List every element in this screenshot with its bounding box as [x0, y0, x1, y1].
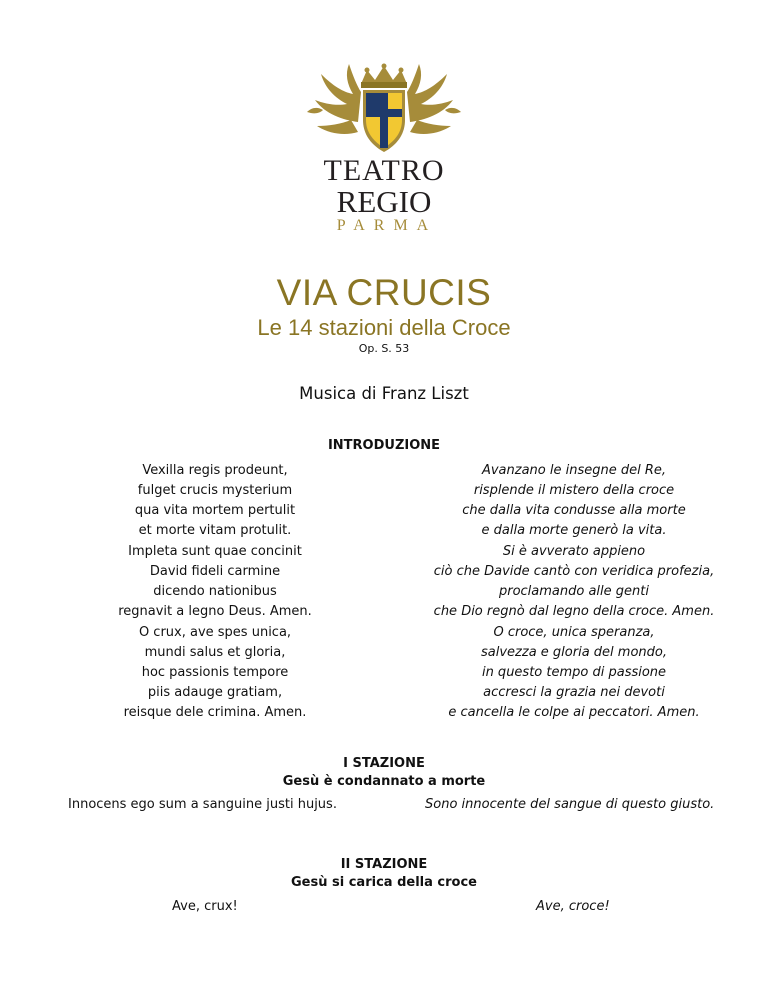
- stanza-2-italian: [410, 542, 738, 622]
- composer-credit: Musica di Franz Liszt: [299, 384, 469, 403]
- right-leaves-icon: [407, 64, 461, 134]
- stazione-2-latin: Ave, crux!: [172, 899, 238, 914]
- verse-line: Vexilla regis prodeunt,: [142, 463, 288, 478]
- verse-line: mundi salus et gloria,: [144, 645, 286, 660]
- verse-line: O crux, ave spes unica,: [138, 625, 292, 640]
- logo-text-regio: REGIO: [336, 184, 432, 219]
- verse-line: Avanzano le insegne del Re,: [481, 463, 667, 478]
- verse-line: O croce, unica speranza,: [493, 625, 655, 640]
- verse-line: fulget crucis mysterium: [137, 483, 293, 498]
- section-subheading-stazione-2: Gesù si carica della croce: [291, 875, 477, 890]
- logo-text-teatro: TEATRO: [323, 154, 445, 187]
- stanza-3-latin: [90, 623, 340, 723]
- section-subheading-stazione-1: Gesù è condannato a morte: [282, 774, 486, 789]
- stazione-2-italian: Ave, croce!: [536, 899, 610, 914]
- verse-line: David fideli carmine: [149, 564, 281, 579]
- crest-emblem: [303, 62, 465, 157]
- verse-line: in questo tempo di passione: [481, 665, 667, 680]
- stazione-1-latin: Innocens ego sum a sanguine justi hujus.: [68, 797, 337, 812]
- stanza-3-italian: [410, 623, 738, 723]
- crown-icon: [361, 64, 407, 89]
- verse-line: accresci la grazia nei devoti: [483, 685, 665, 700]
- stazione-1-italian: Sono innocente del sangue di questo giusto.: [425, 797, 715, 812]
- verse-line: ciò che Davide cantò con veridica profezia,: [433, 564, 715, 579]
- verse-line: risplende il mistero della croce: [473, 483, 675, 498]
- stanza-1-italian: [410, 461, 738, 541]
- section-heading-introduzione: INTRODUZIONE: [327, 438, 441, 453]
- stanza-2-latin: [90, 542, 340, 622]
- verse-line: salvezza e gloria del mondo,: [481, 645, 667, 660]
- left-leaves-icon: [307, 64, 361, 134]
- shield-cross-icon: [363, 90, 405, 152]
- stanza-1-latin: [90, 461, 340, 541]
- verse-line: Impleta sunt quae concinit: [128, 544, 302, 559]
- verse-line: qua vita mortem pertulit: [134, 503, 296, 518]
- verse-line: che Dio regnò dal legno della croce. Amen.: [433, 604, 715, 619]
- verse-line: Si è avverato appieno: [502, 544, 646, 559]
- verse-line: piis adauge gratiam,: [147, 685, 283, 700]
- verse-line: hoc passionis tempore: [141, 665, 289, 680]
- section-heading-stazione-2: II STAZIONE: [340, 857, 428, 872]
- verse-line: che dalla vita condusse alla morte: [462, 503, 686, 518]
- logo-text-parma: PARMA: [336, 217, 438, 234]
- verse-line: regnavit a legno Deus. Amen.: [118, 604, 312, 619]
- teatro-regio-logo: [303, 62, 465, 232]
- page-subtitle: Le 14 stazioni della Croce: [257, 315, 511, 340]
- opus-number: Op. S. 53: [358, 342, 410, 355]
- verse-line: e dalla morte generò la vita.: [481, 523, 667, 538]
- section-heading-stazione-1: I STAZIONE: [343, 756, 425, 771]
- verse-line: e cancella le colpe ai peccatori. Amen.: [448, 705, 700, 720]
- verse-line: et morte vitam protulit.: [138, 523, 292, 538]
- verse-line: reisque dele crimina. Amen.: [123, 705, 307, 720]
- verse-line: dicendo nationibus: [153, 584, 277, 599]
- page-title: VIA CRUCIS: [276, 272, 492, 313]
- verse-line: proclamando alle genti: [498, 584, 649, 599]
